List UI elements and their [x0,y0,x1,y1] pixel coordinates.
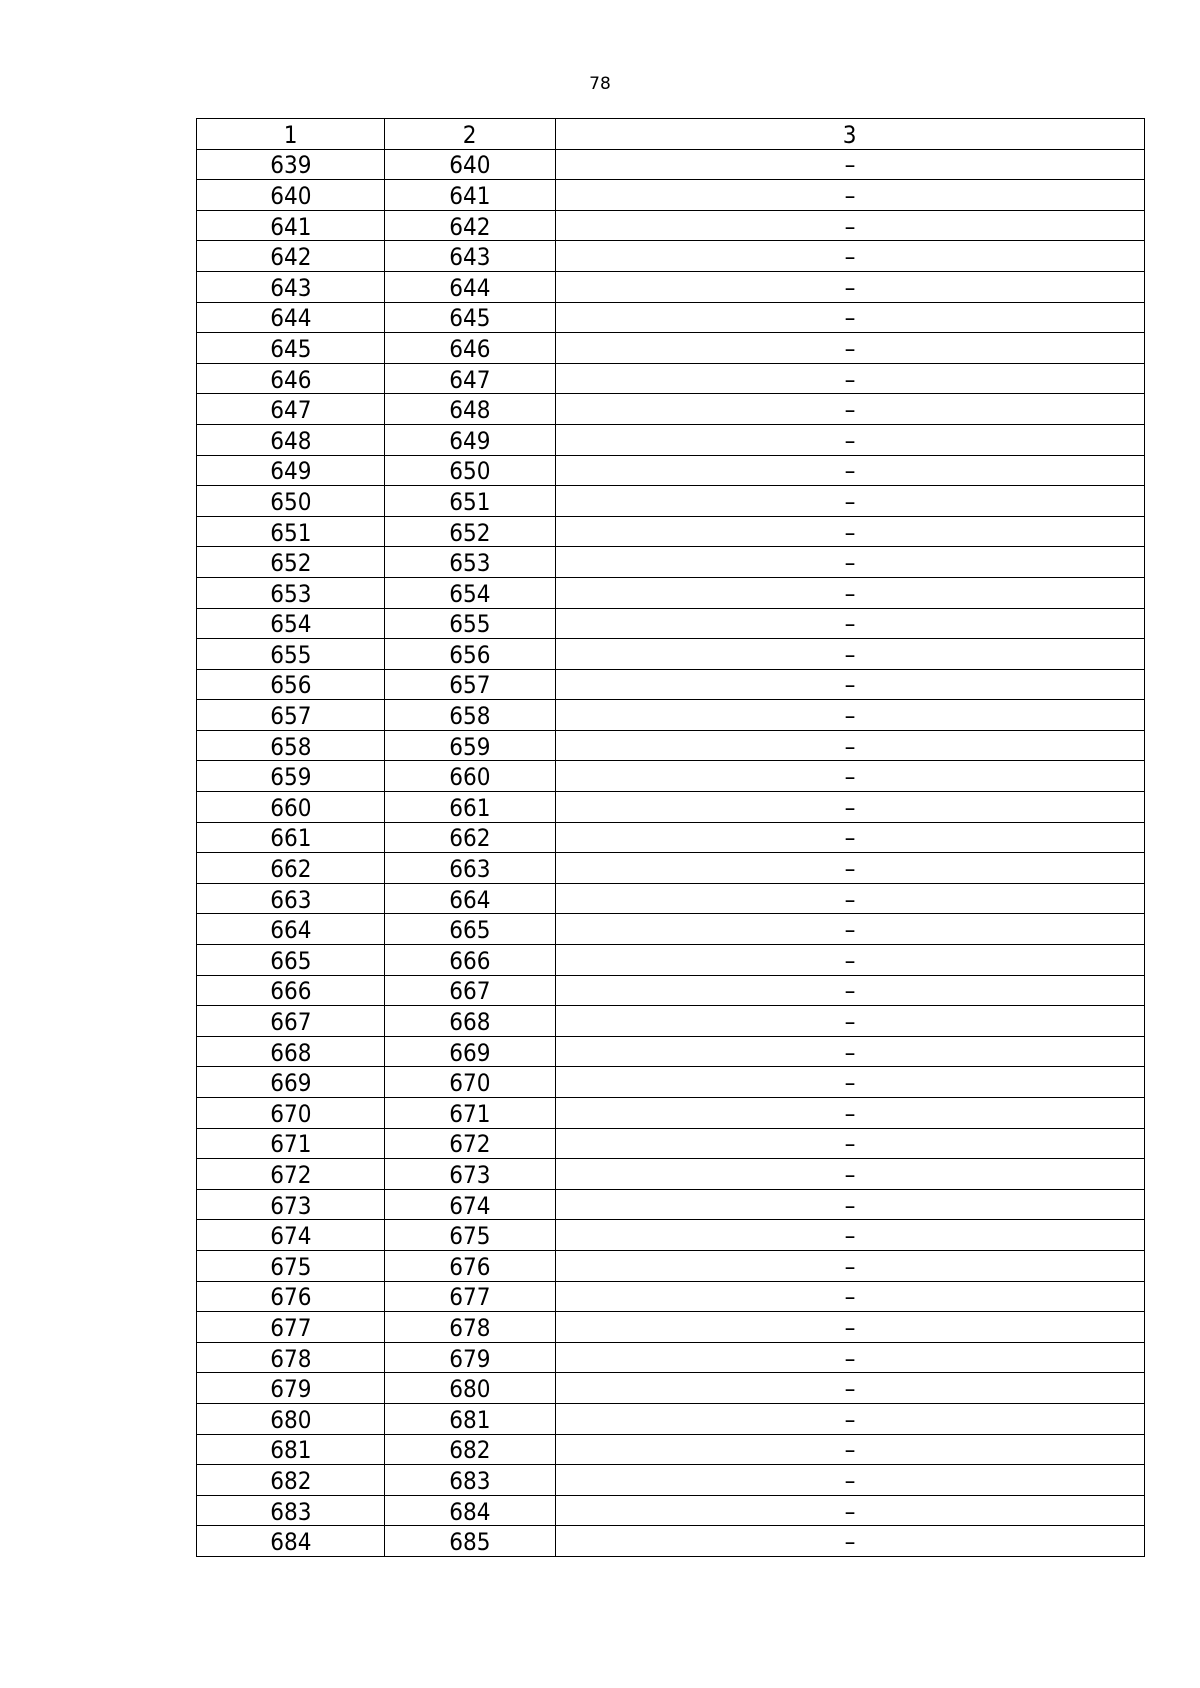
table-cell-col-1: 651 [197,516,385,547]
table-cell-col-3: – [556,822,1145,853]
table-cell-col-3: – [556,302,1145,333]
table-cell-col-3: – [556,639,1145,670]
table-row [197,1159,1145,1190]
table-cell-col-1: 668 [197,1036,385,1067]
table-cell-col-3: – [556,853,1145,884]
table-cell-col-1: 683 [197,1495,385,1526]
table-cell-col-3: – [556,424,1145,455]
table-cell-col-2: 661 [385,792,556,823]
table-cell-col-2: 642 [385,210,556,241]
table-cell-col-3: – [556,1281,1145,1312]
table-cell-col-2: 667 [385,975,556,1006]
data-table [196,118,1145,1557]
table-cell-col-3: – [556,363,1145,394]
table-cell-col-1: 640 [197,180,385,211]
table-row [197,210,1145,241]
table-row [197,180,1145,211]
column-header-1: 1 [197,119,385,150]
table-cell-col-1: 672 [197,1159,385,1190]
table-cell-col-3: – [556,180,1145,211]
table-row [197,547,1145,578]
table-cell-col-1: 669 [197,1067,385,1098]
table-cell-col-2: 650 [385,455,556,486]
table-cell-col-2: 652 [385,516,556,547]
table-cell-col-1: 655 [197,639,385,670]
table-cell-col-2: 647 [385,363,556,394]
table-cell-col-2: 651 [385,486,556,517]
table-cell-col-2: 671 [385,1098,556,1129]
table-cell-col-1: 670 [197,1098,385,1129]
table-cell-col-2: 681 [385,1403,556,1434]
table-cell-col-1: 650 [197,486,385,517]
table-row [197,792,1145,823]
table-cell-col-3: – [556,914,1145,945]
table-row [197,271,1145,302]
header-row [197,119,1145,150]
table-cell-col-2: 640 [385,149,556,180]
table-cell-col-1: 643 [197,271,385,302]
table-cell-col-3: – [556,455,1145,486]
table-cell-col-1: 660 [197,792,385,823]
table-cell-col-2: 648 [385,394,556,425]
table-row [197,424,1145,455]
table-cell-col-1: 658 [197,730,385,761]
table-row [197,1373,1145,1404]
table-cell-col-1: 653 [197,577,385,608]
table-cell-col-3: – [556,577,1145,608]
table-row [197,608,1145,639]
table-cell-col-2: 659 [385,730,556,761]
table-cell-col-1: 639 [197,149,385,180]
table-cell-col-3: – [556,241,1145,272]
table-cell-col-1: 648 [197,424,385,455]
table-row [197,700,1145,731]
table-cell-col-3: – [556,761,1145,792]
table-cell-col-1: 679 [197,1373,385,1404]
table-row [197,577,1145,608]
table-cell-col-2: 644 [385,271,556,302]
table-row [197,1495,1145,1526]
table-row [197,945,1145,976]
table-cell-col-3: – [556,1465,1145,1496]
table-cell-col-3: – [556,1403,1145,1434]
table-row [197,883,1145,914]
table-cell-col-2: 676 [385,1250,556,1281]
table-cell-col-3: – [556,945,1145,976]
column-header-2: 2 [385,119,556,150]
table-cell-col-3: – [556,333,1145,364]
table-cell-col-3: – [556,608,1145,639]
table-cell-col-3: – [556,1067,1145,1098]
table-cell-col-2: 685 [385,1526,556,1557]
table-row [197,302,1145,333]
table-row [197,639,1145,670]
table-row [197,1006,1145,1037]
table-cell-col-3: – [556,1250,1145,1281]
column-header-3: 3 [556,119,1145,150]
table-cell-col-3: – [556,730,1145,761]
table-cell-col-1: 671 [197,1128,385,1159]
table-cell-col-3: – [556,516,1145,547]
table-cell-col-3: – [556,394,1145,425]
table-cell-col-2: 668 [385,1006,556,1037]
table-cell-col-2: 653 [385,547,556,578]
table-cell-col-2: 679 [385,1342,556,1373]
table-cell-col-2: 677 [385,1281,556,1312]
table-cell-col-3: – [556,1373,1145,1404]
table-cell-col-3: – [556,669,1145,700]
table-cell-col-1: 676 [197,1281,385,1312]
table-row [197,486,1145,517]
table-cell-col-1: 641 [197,210,385,241]
table-cell-col-3: – [556,486,1145,517]
table-cell-col-2: 682 [385,1434,556,1465]
table-cell-col-1: 674 [197,1220,385,1251]
table-cell-col-2: 655 [385,608,556,639]
table-row [197,669,1145,700]
table-cell-col-3: – [556,975,1145,1006]
table-cell-col-1: 644 [197,302,385,333]
table-cell-col-1: 665 [197,945,385,976]
table-cell-col-2: 663 [385,853,556,884]
table-row [197,333,1145,364]
table-row [197,516,1145,547]
table-cell-col-2: 660 [385,761,556,792]
table-cell-col-2: 680 [385,1373,556,1404]
page-number: 78 [589,74,611,94]
table-row [197,761,1145,792]
table-cell-col-3: – [556,1526,1145,1557]
table-row [197,822,1145,853]
table-cell-col-1: 678 [197,1342,385,1373]
table-cell-col-2: 649 [385,424,556,455]
table-cell-col-2: 641 [385,180,556,211]
table-row [197,149,1145,180]
table-row [197,394,1145,425]
table-row [197,1312,1145,1343]
table-cell-col-1: 661 [197,822,385,853]
table-body [197,119,1145,1557]
table-cell-col-1: 647 [197,394,385,425]
table-cell-col-1: 684 [197,1526,385,1557]
table-cell-col-2: 673 [385,1159,556,1190]
table-cell-col-2: 670 [385,1067,556,1098]
table-row [197,1526,1145,1557]
table-cell-col-2: 666 [385,945,556,976]
table-cell-col-3: – [556,271,1145,302]
table-cell-col-3: – [556,700,1145,731]
table-cell-col-2: 665 [385,914,556,945]
table-cell-col-2: 675 [385,1220,556,1251]
table-row [197,914,1145,945]
table-cell-col-1: 680 [197,1403,385,1434]
table-cell-col-1: 645 [197,333,385,364]
table-cell-col-1: 659 [197,761,385,792]
table-cell-col-3: – [556,1342,1145,1373]
table-cell-col-3: – [556,792,1145,823]
table-row [197,1250,1145,1281]
table-row [197,1128,1145,1159]
table-row [197,730,1145,761]
table-cell-col-1: 677 [197,1312,385,1343]
table-cell-col-1: 654 [197,608,385,639]
table-cell-col-1: 646 [197,363,385,394]
table-cell-col-3: – [556,1434,1145,1465]
table-cell-col-1: 662 [197,853,385,884]
table-cell-col-1: 663 [197,883,385,914]
table-cell-col-3: – [556,1098,1145,1129]
table-cell-col-1: 675 [197,1250,385,1281]
table-cell-col-2: 684 [385,1495,556,1526]
table-cell-col-2: 664 [385,883,556,914]
table-cell-col-1: 664 [197,914,385,945]
table-cell-col-2: 683 [385,1465,556,1496]
table-cell-col-3: – [556,547,1145,578]
table-row [197,1403,1145,1434]
table-row [197,1465,1145,1496]
table-cell-col-2: 658 [385,700,556,731]
table-row [197,1220,1145,1251]
table-cell-col-2: 672 [385,1128,556,1159]
table-row [197,1342,1145,1373]
table-cell-col-3: – [556,1495,1145,1526]
table-row [197,1189,1145,1220]
table-row [197,1067,1145,1098]
table-cell-col-3: – [556,1036,1145,1067]
table-cell-col-3: – [556,149,1145,180]
table-cell-col-3: – [556,1128,1145,1159]
table-cell-col-3: – [556,210,1145,241]
table-cell-col-1: 681 [197,1434,385,1465]
table-cell-col-1: 652 [197,547,385,578]
table-row [197,1281,1145,1312]
table-cell-col-1: 673 [197,1189,385,1220]
table-row [197,853,1145,884]
table-cell-col-1: 656 [197,669,385,700]
table-cell-col-3: – [556,1006,1145,1037]
table-cell-col-1: 642 [197,241,385,272]
table-cell-col-2: 654 [385,577,556,608]
table-cell-col-1: 666 [197,975,385,1006]
table-cell-col-2: 645 [385,302,556,333]
table-cell-col-2: 643 [385,241,556,272]
table-cell-col-2: 678 [385,1312,556,1343]
table-cell-col-1: 649 [197,455,385,486]
table-cell-col-3: – [556,1189,1145,1220]
table-row [197,363,1145,394]
table-row [197,1098,1145,1129]
table-cell-col-3: – [556,1220,1145,1251]
table-row [197,1036,1145,1067]
table-row [197,241,1145,272]
table-cell-col-2: 669 [385,1036,556,1067]
table-cell-col-2: 656 [385,639,556,670]
table-cell-col-2: 657 [385,669,556,700]
table-cell-col-3: – [556,1312,1145,1343]
table-cell-col-1: 667 [197,1006,385,1037]
table-cell-col-2: 674 [385,1189,556,1220]
table-row [197,455,1145,486]
table-cell-col-2: 662 [385,822,556,853]
table-row [197,1434,1145,1465]
table-cell-col-2: 646 [385,333,556,364]
table-cell-col-3: – [556,1159,1145,1190]
table-cell-col-1: 682 [197,1465,385,1496]
table-cell-col-3: – [556,883,1145,914]
table-cell-col-1: 657 [197,700,385,731]
table-row [197,975,1145,1006]
